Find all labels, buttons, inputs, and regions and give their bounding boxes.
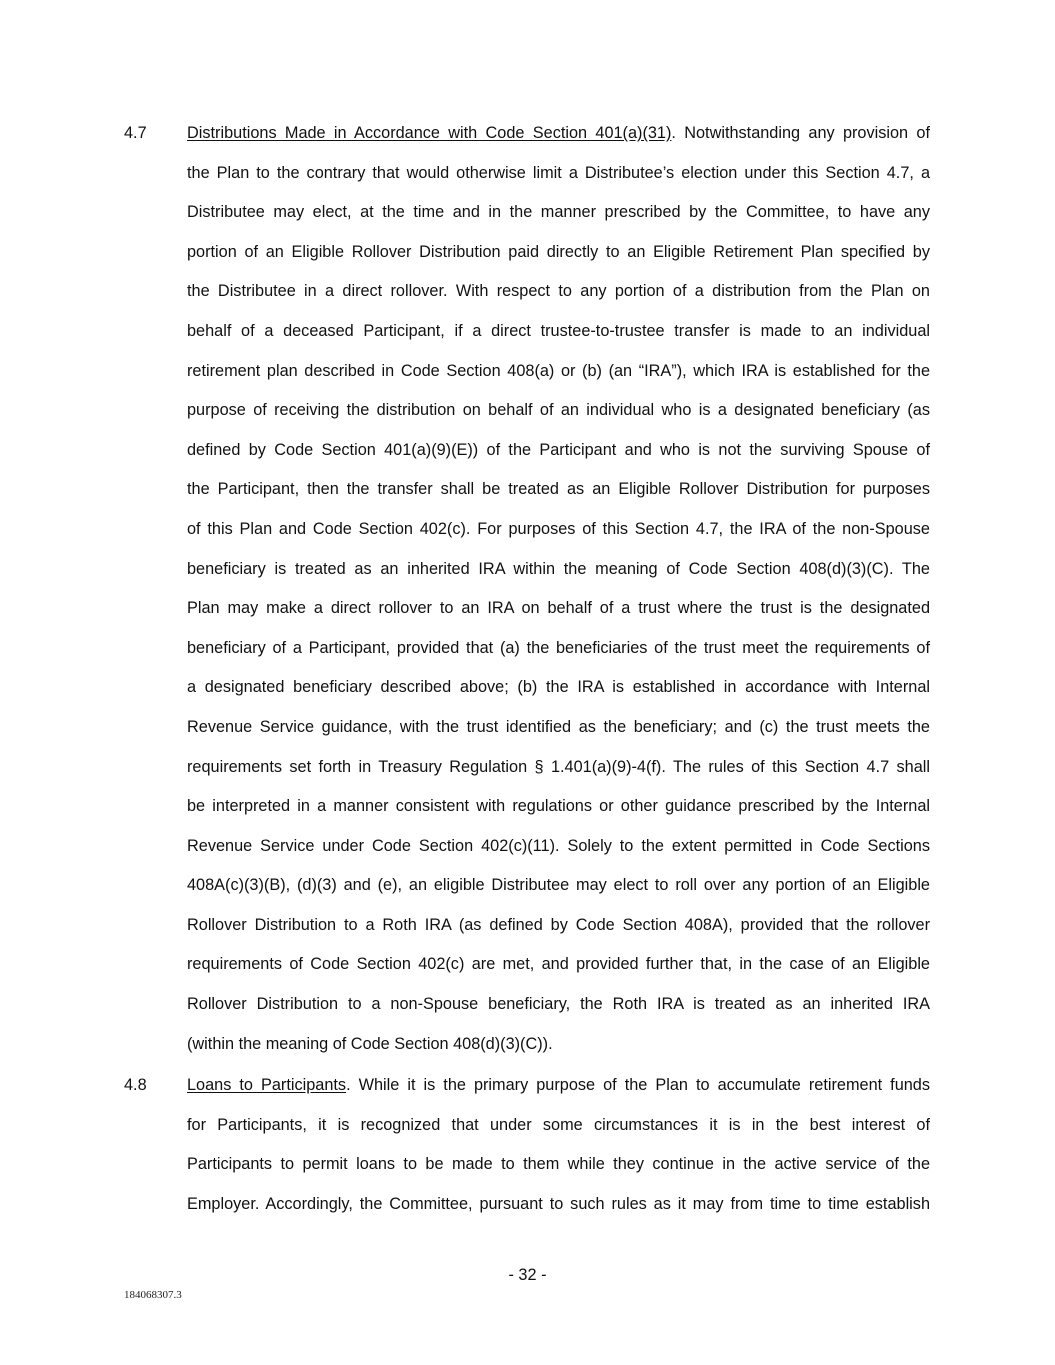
paragraph-line: beneficiary is treated as an inherited IRA within the meaning of Code Section 408(d)(3)(C). The	[187, 559, 930, 578]
paragraph-line: Distributee may elect, at the time and in the manner prescribed by the Committee, to have any	[187, 203, 930, 222]
paragraph-line: Revenue Service under Code Section 402(c)(11). Solely to the extent permitted in Code Sections	[187, 836, 930, 855]
paragraph-line: (within the meaning of Code Section 408(d)(3)(C)).	[187, 1034, 553, 1053]
paragraph-line: Revenue Service guidance, with the trust identified as the beneficiary; and (c) the trust meets the	[187, 717, 930, 736]
section-body	[187, 114, 930, 1064]
paragraph-line: be interpreted in a manner consistent with regulations or other guidance prescribed by the Internal	[187, 797, 930, 816]
paragraph-line: portion of an Eligible Rollover Distribution paid directly to an Eligible Retirement Plan specified by	[187, 242, 930, 261]
paragraph-line: of this Plan and Code Section 402(c). For purposes of this Section 4.7, the IRA of the non-Spouse	[187, 519, 930, 538]
paragraph-line: Loans to Participants. While it is the primary purpose of the Plan to accumulate retirement funds	[187, 1076, 930, 1094]
paragraph-line: the Distributee in a direct rollover. With respect to any portion of a distribution from the Plan on	[187, 282, 930, 301]
paragraph-line: Rollover Distribution to a non-Spouse beneficiary, the Roth IRA is treated as an inherited IRA	[187, 995, 930, 1014]
paragraph-line: Distributions Made in Accordance with Code Section 401(a)(31). Notwithstanding any provision of	[187, 124, 930, 142]
paragraph-line: beneficiary of a Participant, provided that (a) the beneficiaries of the trust meet the requirements of	[187, 638, 930, 657]
paragraph-line: defined by Code Section 401(a)(9)(E)) of the Participant and who is not the surviving Spouse of	[187, 440, 930, 459]
paragraph-line: purpose of receiving the distribution on behalf of an individual who is a designated beneficiary (as	[187, 401, 930, 420]
paragraph-line: the Plan to the contrary that would otherwise limit a Distributee’s election under this Section 4.7, a	[187, 163, 930, 182]
paragraph-line: Employer. Accordingly, the Committee, pursuant to such rules as it may from time to time establish	[187, 1194, 930, 1213]
section-heading: Distributions Made in Accordance with Code Section 401(a)(31)	[187, 124, 672, 142]
paragraph-line: Rollover Distribution to a Roth IRA (as defined by Code Section 408A), provided that the rollover	[187, 915, 930, 934]
paragraph-line: behalf of a deceased Participant, if a direct trustee-to-trustee transfer is made to an individual	[187, 321, 930, 340]
paragraph-line: Participants to permit loans to be made to them while they continue in the active service of the	[187, 1155, 930, 1174]
paragraph-line: requirements set forth in Treasury Regulation § 1.401(a)(9)-4(f). The rules of this Section 4.7 shall	[187, 757, 930, 776]
section-body	[187, 1066, 930, 1224]
section-number: 4.8	[124, 1076, 147, 1094]
paragraph-line: a designated beneficiary described above; (b) the IRA is established in accordance with Internal	[187, 678, 930, 697]
paragraph-line: for Participants, it is recognized that under some circumstances it is in the best interest of	[187, 1115, 930, 1134]
paragraph-line: the Participant, then the transfer shall be treated as an Eligible Rollover Distribution for purposes	[187, 480, 930, 499]
paragraph-line: requirements of Code Section 402(c) are met, and provided further that, in the case of an Eligible	[187, 955, 930, 974]
paragraph-line: Plan may make a direct rollover to an IRA on behalf of a trust where the trust is the designated	[187, 599, 930, 618]
page-number: - 32 -	[508, 1266, 547, 1284]
document-id: 184068307.3	[124, 1289, 182, 1301]
section-heading: Loans to Participants	[187, 1076, 347, 1094]
paragraph-line: retirement plan described in Code Section 408(a) or (b) (an “IRA”), which IRA is established for the	[187, 361, 930, 380]
section-number: 4.7	[124, 124, 147, 142]
paragraph-line: 408A(c)(3)(B), (d)(3) and (e), an eligible Distributee may elect to roll over any portion of an Eligible	[187, 876, 930, 895]
